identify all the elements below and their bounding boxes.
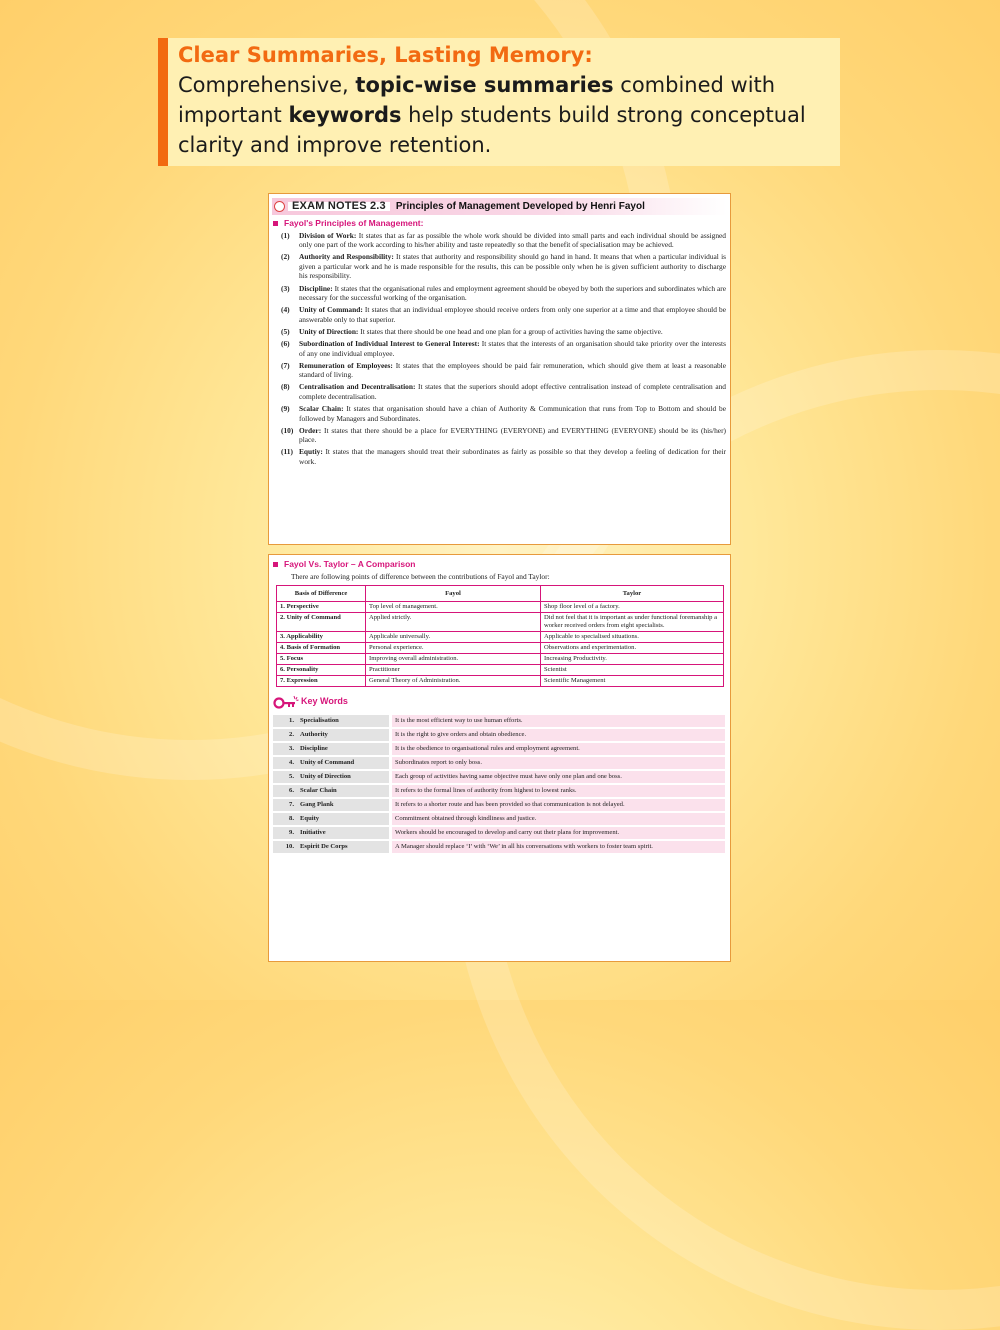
table-cell: Personal experience. xyxy=(366,643,541,654)
keyword-term: Unity of Command xyxy=(297,756,391,770)
item-term: Centralisation and Decentralisation: xyxy=(299,382,416,392)
key-words-table xyxy=(273,715,725,855)
item-desc: It states that there should be a place for EVERYTHING (EVERYONE) and EVERYTHING (EVERYONE) should be its (his/her) place. xyxy=(299,425,726,445)
item-text xyxy=(299,284,726,303)
exam-notes-title: Principles of Management Developed by Henri Fayol xyxy=(395,200,645,212)
list-item xyxy=(281,426,726,445)
section-title-text: Fayol's Principles of Management: xyxy=(284,218,424,228)
item-text xyxy=(299,252,726,281)
table-row xyxy=(273,840,725,854)
keyword-desc: Commitment obtained through kindliness and justice. xyxy=(391,812,726,826)
item-term: Scalar Chain: xyxy=(299,404,344,414)
list-item xyxy=(281,447,726,466)
keyword-desc: It is the most efficient way to use human efforts. xyxy=(391,715,726,728)
keyword-term: Espirit De Corps xyxy=(297,840,391,854)
table-row xyxy=(277,654,724,665)
banner-text-part: Comprehensive, xyxy=(178,73,356,97)
principles-list xyxy=(269,231,730,467)
item-desc: It states that there should be one head and one plan for a group of activities having the same objective. xyxy=(358,326,663,336)
keyword-desc: It refers to a shorter route and has been provided so that communication is not delayed. xyxy=(391,798,726,812)
item-desc: It states that organisation should have a chian of Authority & Communication that runs from Top to Bottom and should be followed by Managers and Subordinates. xyxy=(299,404,726,423)
item-desc: It states that authority and responsibility should go hand in hand. It means that when a particular individual is given a particular work and he is made responsible for the results, this can be possible only when he is given sufficient authority to discharge his responsibility. xyxy=(299,252,727,281)
table-cell: Increasing Productivity. xyxy=(541,654,724,665)
keyword-number: 3. xyxy=(273,742,297,756)
item-number: (11) xyxy=(281,447,293,457)
table-cell: Practitioner xyxy=(366,665,541,676)
banner-text xyxy=(178,70,840,160)
keyword-term: Specialisation xyxy=(297,715,391,728)
table-cell: Shop floor level of a factory. xyxy=(541,602,724,613)
table-cell: Observations and experimentation. xyxy=(541,643,724,654)
list-item xyxy=(281,361,726,380)
keyword-term: Authority xyxy=(297,728,391,742)
comparison-panel xyxy=(268,554,731,962)
item-desc: It states that the managers should treat their subordinates as fairly as possible so that they develop a feeling of dedication for their work. xyxy=(299,447,726,467)
table-row xyxy=(277,632,724,643)
item-desc: It states that an individual employee should receive orders from only one superior at a time and that employee should be answerable only to that superior. xyxy=(299,305,726,324)
table-cell: Applicable universally. xyxy=(366,632,541,643)
keyword-desc: A Manager should replace ‘I’ with ‘We’ in all his conversations with workers to foster team spirit. xyxy=(391,840,726,854)
table-cell: 7. Expression xyxy=(277,676,366,687)
banner-text-part: help students build strong conceptual clarity and improve retention. xyxy=(178,103,806,157)
item-number: (9) xyxy=(281,404,290,414)
item-number: (8) xyxy=(281,382,290,392)
item-number: (3) xyxy=(281,283,290,293)
item-text xyxy=(299,447,726,466)
keyword-term: Discipline xyxy=(297,742,391,756)
item-term: Remuneration of Employees: xyxy=(299,360,393,370)
key-words-heading xyxy=(273,695,730,709)
item-text xyxy=(299,361,726,380)
comparison-intro: There are following points of difference between the contributions of Fayol and Taylor: xyxy=(291,571,550,581)
item-text xyxy=(299,339,726,358)
keyword-desc: It is the right to give orders and obtain obedience. xyxy=(391,728,726,742)
item-text xyxy=(299,426,726,445)
item-term: Unity of Command: xyxy=(299,305,363,315)
table-cell: Scientific Management xyxy=(541,676,724,687)
item-term: Equtiy: xyxy=(299,447,323,457)
table-cell: 2. Unity of Command xyxy=(277,613,366,632)
item-desc: It states that the organisational rules and employment agreement should be obeyed by both the superiors and subordinates which are necessary for the successful working of the organisation. xyxy=(299,283,726,303)
item-number: (4) xyxy=(281,305,290,315)
table-row xyxy=(277,602,724,613)
banner-text-part: combined with important xyxy=(178,73,776,127)
table-cell: Did not feel that it is important as under functional foremanship a worker received orders from eight specialists. xyxy=(541,613,724,632)
keyword-number: 6. xyxy=(273,784,297,798)
table-row xyxy=(277,643,724,654)
table-header: Taylor xyxy=(541,586,724,602)
keyword-term: Equity xyxy=(297,812,391,826)
list-item xyxy=(281,284,726,303)
item-number: (7) xyxy=(281,360,290,370)
keyword-number: 2. xyxy=(273,728,297,742)
square-bullet-icon xyxy=(273,562,278,567)
item-term: Subordination of Individual Interest to General Interest: xyxy=(299,339,480,349)
item-term: Division of Work: xyxy=(299,230,357,240)
table-row xyxy=(273,770,725,784)
table-cell: Improving overall administration. xyxy=(366,654,541,665)
table-cell: General Theory of Administration. xyxy=(366,676,541,687)
table-row xyxy=(273,826,725,840)
item-text xyxy=(299,404,726,423)
keyword-desc: Each group of activities having same objective must have only one plan and one boss. xyxy=(391,770,726,784)
promo-banner xyxy=(158,38,840,166)
table-row xyxy=(273,742,725,756)
item-number: (6) xyxy=(281,339,290,349)
table-cell: 3. Applicability xyxy=(277,632,366,643)
keyword-term: Unity of Direction xyxy=(297,770,391,784)
table-cell: 5. Focus xyxy=(277,654,366,665)
item-term: Unity of Direction: xyxy=(299,326,359,336)
table-row xyxy=(273,784,725,798)
key-icon xyxy=(273,695,299,709)
table-cell: Top level of management. xyxy=(366,602,541,613)
item-text xyxy=(299,231,726,250)
item-term: Authority and Responsibility: xyxy=(299,252,394,262)
table-header: Fayol xyxy=(366,586,541,602)
item-term: Order: xyxy=(299,425,322,435)
item-desc: It states that the superiors should adopt effective centralisation instead of complete centralisation and complete decentralisation. xyxy=(299,382,726,401)
item-number: (5) xyxy=(281,326,290,336)
list-item xyxy=(281,305,726,324)
keyword-number: 7. xyxy=(273,798,297,812)
item-text xyxy=(299,382,726,401)
keyword-term: Initiative xyxy=(297,826,391,840)
table-header-row xyxy=(277,586,724,602)
item-text xyxy=(299,327,726,337)
table-row xyxy=(273,715,725,728)
table-row xyxy=(277,613,724,632)
item-text xyxy=(299,305,726,324)
list-item xyxy=(281,404,726,423)
keyword-term: Gang Plank xyxy=(297,798,391,812)
item-desc: It states that as far as possible the whole work should be divided into small parts and each individual should be assigned only one part of the work according to his/her ability and taste repeatedly so that the benefit of specialisation may be achieved. xyxy=(299,230,727,250)
item-term: Discipline: xyxy=(299,283,333,293)
item-number: (1) xyxy=(281,230,290,240)
keyword-term: Scalar Chain xyxy=(297,784,391,798)
keyword-number: 5. xyxy=(273,770,297,784)
table-cell: 1. Perspective xyxy=(277,602,366,613)
item-number: (10) xyxy=(281,425,294,435)
item-desc: It states that the interests of an organisation should take priority over the interests of any one individual employee. xyxy=(299,339,726,358)
exam-notes-panel xyxy=(268,193,731,545)
list-item xyxy=(281,252,726,281)
keyword-number: 4. xyxy=(273,756,297,770)
keyword-desc: Subordinates report to only boss. xyxy=(391,756,726,770)
keyword-number: 1. xyxy=(273,715,297,728)
banner-bold-part: topic-wise summaries xyxy=(355,73,614,97)
keyword-desc: It refers to the formal lines of authority from highest to lowest ranks. xyxy=(391,784,726,798)
exam-notes-label: EXAM NOTES 2.3 xyxy=(288,202,390,212)
comparison-table xyxy=(276,585,724,687)
square-bullet-icon xyxy=(273,221,278,226)
table-row xyxy=(273,812,725,826)
table-row xyxy=(273,756,725,770)
comparison-title-text: Fayol Vs. Taylor – A Comparison xyxy=(284,559,416,569)
key-words-title: Key Words xyxy=(301,696,348,707)
table-row xyxy=(273,728,725,742)
list-item xyxy=(281,327,726,337)
table-cell: Applied strictly. xyxy=(366,613,541,632)
section-title xyxy=(273,219,730,229)
table-cell: 4. Basis of Formation xyxy=(277,643,366,654)
table-header: Basis of Difference xyxy=(277,586,366,602)
list-item xyxy=(281,382,726,401)
item-desc: It states that the employees should be paid fair remuneration, which should give them at least a reasonable standard of living. xyxy=(299,360,726,380)
table-row xyxy=(273,798,725,812)
table-row xyxy=(277,676,724,687)
keyword-number: 8. xyxy=(273,812,297,826)
banner-bold-part: keywords xyxy=(288,103,402,127)
comparison-title xyxy=(273,560,730,570)
table-cell: Applicable to specialised situations. xyxy=(541,632,724,643)
keyword-number: 10. xyxy=(273,840,297,854)
keyword-desc: It is the obedience to organisational rules and employment agreement. xyxy=(391,742,726,756)
exam-notes-header xyxy=(272,198,727,215)
table-row xyxy=(277,665,724,676)
keyword-desc: Workers should be encouraged to develop and carry out their plans for improvement. xyxy=(391,826,726,840)
table-cell: Scientist xyxy=(541,665,724,676)
item-number: (2) xyxy=(281,252,290,262)
bullet-circle-icon xyxy=(274,201,285,212)
keyword-number: 9. xyxy=(273,826,297,840)
table-cell: 6. Personality xyxy=(277,665,366,676)
banner-title: Clear Summaries, Lasting Memory: xyxy=(178,43,593,67)
list-item xyxy=(281,339,726,358)
list-item xyxy=(281,231,726,250)
